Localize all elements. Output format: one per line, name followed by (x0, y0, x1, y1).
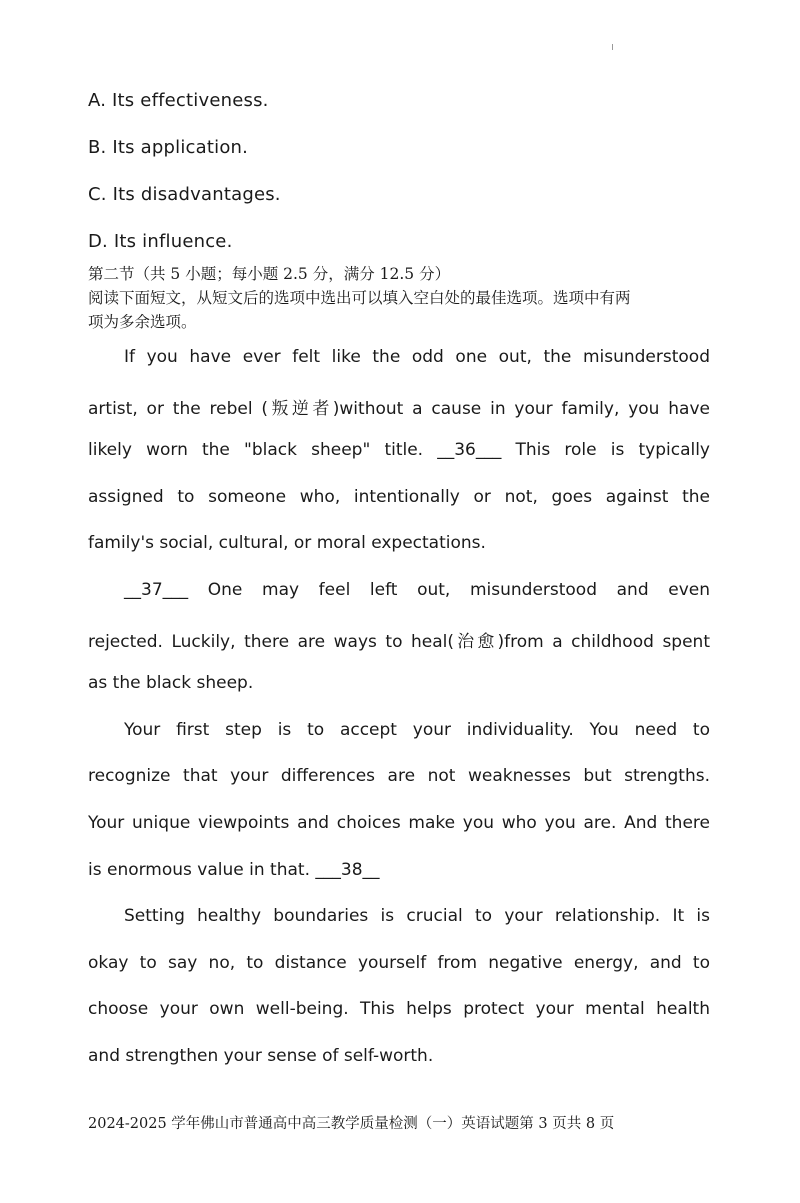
passage-p1-line: likely worn the "black sheep" title. __36___ This role is typically (88, 440, 710, 460)
passage-p1-line: If you have ever felt like the odd one out, the misunderstood (124, 347, 710, 367)
passage-p3-line: Your first step is to accept your individuality. You need to (124, 720, 710, 740)
option-a: A. Its effectiveness. (88, 90, 269, 111)
section-title: 第二节（共 5 小题；每小题 2.5 分，满分 12.5 分） (88, 265, 451, 283)
passage-p2-line: __37___ One may feel left out, misunderstood and even (124, 580, 710, 600)
passage-p2-line: rejected. Luckily, there are ways to heal(治愈)from a childhood spent (88, 632, 710, 652)
option-d: D. Its influence. (88, 231, 233, 252)
passage-p4-line: and strengthen your sense of self-worth. (88, 1046, 434, 1066)
page-mark (612, 44, 613, 50)
passage-p2-line: as the black sheep. (88, 673, 254, 693)
passage-p3-line: recognize that your differences are not weaknesses but strengths. (88, 766, 710, 786)
passage-p1-line: family's social, cultural, or moral expectations. (88, 533, 486, 553)
option-c: C. Its disadvantages. (88, 184, 281, 205)
passage-p1-line: artist, or the rebel (叛逆者)without a cause in your family, you have (88, 399, 710, 419)
passage-p3-line: is enormous value in that. ___38__ (88, 860, 380, 880)
passage-p4-line: okay to say no, to distance yourself from negative energy, and to (88, 953, 710, 973)
section-instruction-line1: 阅读下面短文，从短文后的选项中选出可以填入空白处的最佳选项。选项中有两 (88, 289, 631, 307)
passage-p3-line: Your unique viewpoints and choices make you who you are. And there (88, 813, 710, 833)
section-instruction-line2: 项为多余选项。 (88, 313, 197, 331)
page-footer: 2024-2025 学年佛山市普通高中高三教学质量检测（一）英语试题第 3 页共 8 页 (88, 1116, 615, 1132)
passage-p4-line: Setting healthy boundaries is crucial to your relationship. It is (124, 906, 710, 926)
option-b: B. Its application. (88, 137, 249, 158)
passage-p4-line: choose your own well-being. This helps protect your mental health (88, 999, 710, 1019)
passage-p1-line: assigned to someone who, intentionally or not, goes against the (88, 487, 710, 507)
